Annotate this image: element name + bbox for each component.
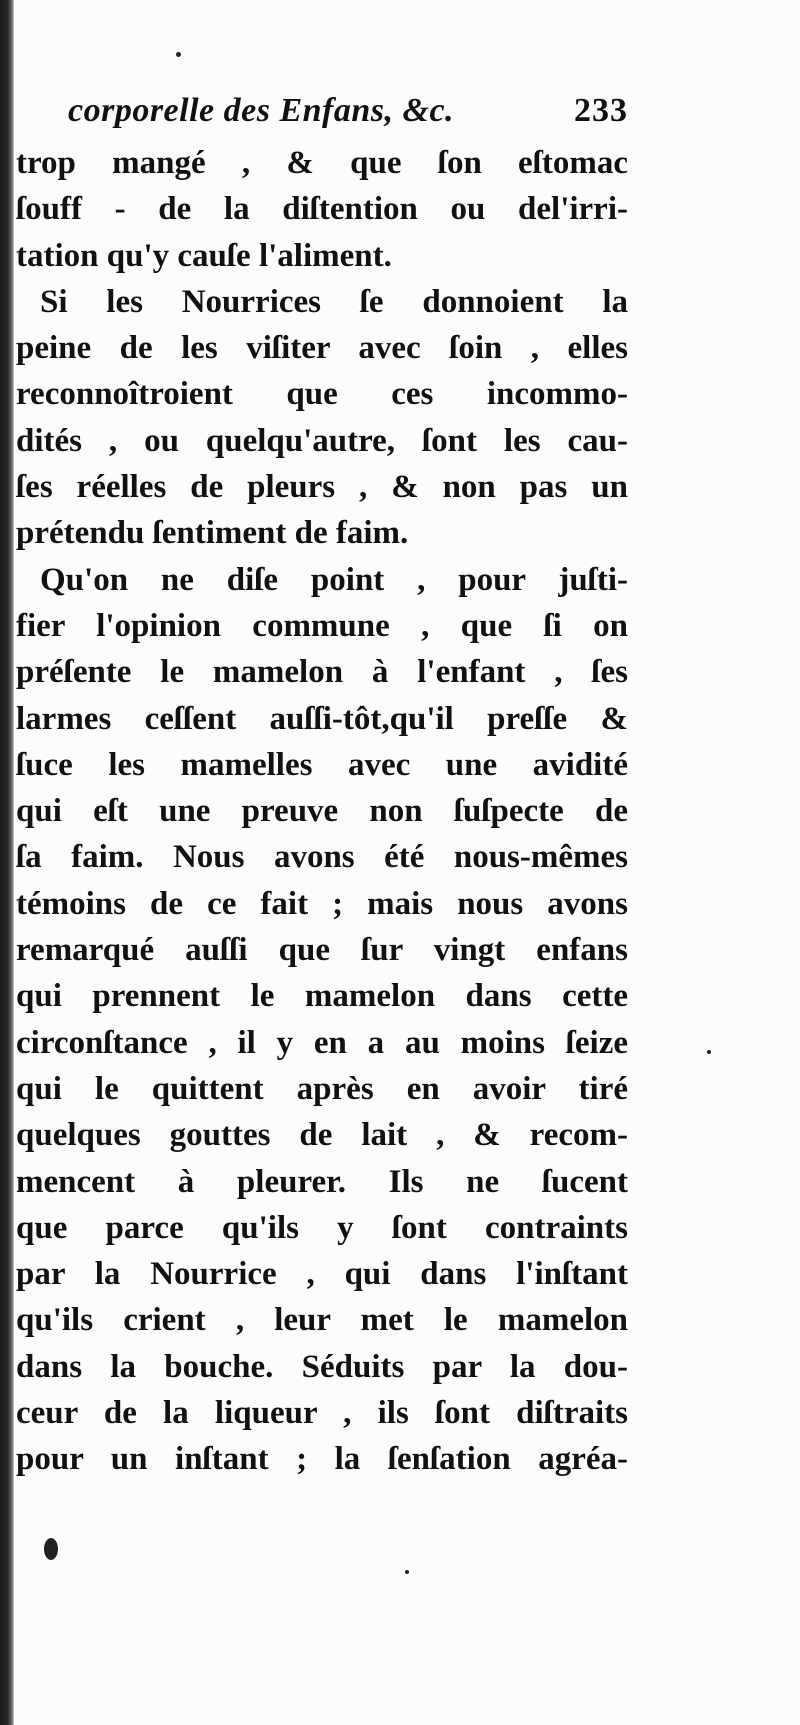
body-text bbox=[16, 140, 628, 1483]
text-line: pour un inſtant ; la ſenſation agréa- bbox=[16, 1441, 628, 1478]
text-line: qu'ils crient , leur met le mamelon bbox=[16, 1302, 628, 1339]
text-line: circonſtance , il y en a au moins ſeize bbox=[16, 1024, 628, 1061]
binding-gutter bbox=[0, 0, 14, 1725]
text-line: trop mangé , & que ſon eſtomac bbox=[16, 145, 628, 181]
text-line: ſuce les mamelles avec une avidité bbox=[16, 746, 628, 783]
text-line: reconnoîtroient que ces incommo- bbox=[16, 376, 628, 413]
text-line: Si les Nourrices ſe donnoient la bbox=[40, 283, 628, 320]
ink-speck bbox=[44, 1538, 58, 1560]
text-line: Qu'on ne diſe point , pour juſti- bbox=[40, 561, 628, 598]
running-head-title: corporelle des Enfans, &c. bbox=[68, 92, 455, 129]
text-line: remarqué auſſi que ſur vingt enfans bbox=[16, 932, 628, 969]
text-line: préſente le mamelon à l'enfant , ſes bbox=[16, 654, 628, 691]
text-line: fier l'opinion commune , que ſi on bbox=[16, 607, 628, 644]
text-line: ceur de la liqueur , ils ſont diſtraits bbox=[16, 1395, 628, 1432]
ink-speck bbox=[405, 1570, 409, 1574]
text-line: larmes ceſſent auſſi-tôt,qu'il preſſe & bbox=[16, 700, 628, 737]
text-line: par la Nourrice , qui dans l'inſtant bbox=[16, 1256, 628, 1293]
text-line: dités , ou quelqu'autre, ſont les cau- bbox=[16, 422, 628, 459]
running-head bbox=[16, 82, 628, 140]
ink-speck bbox=[176, 52, 181, 57]
text-line: peine de les viſiter avec ſoin , elles bbox=[16, 330, 628, 367]
text-block bbox=[16, 82, 628, 1483]
ink-speck bbox=[707, 1050, 711, 1054]
page-number: 233 bbox=[574, 92, 628, 129]
text-line: quelques gouttes de lait , & recom- bbox=[16, 1117, 628, 1154]
text-line: ſes réelles de pleurs , & non pas un bbox=[16, 469, 628, 506]
text-line: ſouff - de la diſtention ou del'irri- bbox=[16, 191, 628, 228]
text-line: qui le quittent après en avoir tiré bbox=[16, 1070, 628, 1107]
text-line: témoins de ce fait ; mais nous avons bbox=[16, 885, 628, 922]
text-line: dans la bouche. Séduits par la dou- bbox=[16, 1348, 628, 1385]
text-line: qui eſt une preuve non ſuſpecte de bbox=[16, 793, 628, 830]
text-line: tation qu'y cauſe l'aliment. bbox=[16, 237, 392, 274]
text-line: prétendu ſentiment de faim. bbox=[16, 515, 409, 552]
text-line: mencent à pleurer. Ils ne ſucent bbox=[16, 1163, 628, 1200]
text-line: qui prennent le mamelon dans cette bbox=[16, 978, 628, 1015]
text-line: ſa faim. Nous avons été nous-mêmes bbox=[16, 839, 628, 876]
text-line: que parce qu'ils y ſont contraints bbox=[16, 1209, 628, 1246]
